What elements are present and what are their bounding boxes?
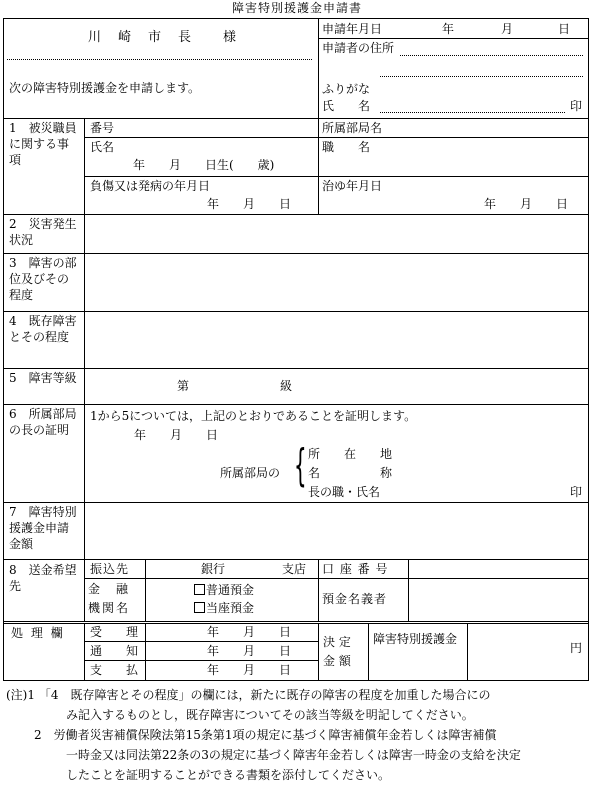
holder-label: 預金名義者 bbox=[322, 592, 388, 606]
note-1-line-2: み記入するものとし，既存障害についてその該当等級を明記してください。 bbox=[66, 708, 474, 722]
receipt-date: 年 月 日 bbox=[207, 625, 292, 639]
dept-head-label: 所属部局の bbox=[220, 466, 281, 480]
processing-line bbox=[467, 623, 468, 681]
head-seal: 印 bbox=[570, 485, 583, 499]
row-line bbox=[3, 253, 589, 254]
processing-line bbox=[145, 623, 146, 681]
section5-label: 5 障害等級 bbox=[9, 371, 77, 385]
section1-label: 1 被災職員に関する事項 bbox=[9, 121, 77, 167]
note-1-line-1: (注)1 「4 既存障害とその程度」の欄には，新たに既存の障害の程度を加重した場合にの bbox=[6, 688, 491, 702]
processing-top-line-2 bbox=[3, 623, 589, 624]
decided-label: 決 定 金 額 bbox=[323, 635, 351, 668]
address-field-2[interactable] bbox=[380, 76, 583, 77]
address-label: 申請者の住所 bbox=[322, 41, 395, 55]
apply-year: 年 bbox=[442, 22, 455, 36]
row-line bbox=[84, 176, 589, 177]
processing-label: 処 理 欄 bbox=[11, 626, 65, 640]
savings-option[interactable] bbox=[194, 583, 254, 597]
injury-date-line: 年 月 日 bbox=[207, 197, 292, 211]
apply-day: 日 bbox=[558, 22, 571, 36]
header-divider bbox=[318, 18, 319, 118]
section7-label: 7 障害特別援護金申請金額 bbox=[9, 505, 77, 551]
bank-label: 銀行 bbox=[201, 562, 226, 576]
section1-divider bbox=[318, 118, 319, 214]
row-line bbox=[84, 137, 589, 138]
applicant-seal: 印 bbox=[570, 99, 583, 113]
section3-label: 3 障害の部位及びその程度 bbox=[9, 256, 77, 302]
row-line bbox=[3, 214, 589, 215]
row-line bbox=[3, 559, 589, 560]
row-line bbox=[3, 118, 589, 119]
row-line bbox=[3, 368, 589, 369]
checking-checkbox[interactable] bbox=[194, 602, 205, 613]
furigana-label: ふりがな bbox=[322, 82, 371, 96]
grade-suffix: 級 bbox=[280, 379, 293, 393]
row-line bbox=[3, 502, 589, 503]
number-label: 番号 bbox=[90, 121, 115, 135]
payment-label: 支 払 bbox=[90, 663, 139, 677]
notes bbox=[6, 685, 592, 785]
victim-name-label: 氏名 bbox=[90, 140, 115, 154]
section6-label: 6 所属部局の長の証明 bbox=[9, 407, 77, 437]
address-field[interactable] bbox=[400, 55, 583, 56]
receipt-label: 受 理 bbox=[90, 625, 139, 639]
transfer-label: 振込先 bbox=[90, 562, 130, 576]
request-text: 次の障害特別援護金を申請します。 bbox=[9, 81, 201, 95]
department-label: 所属部局名 bbox=[322, 121, 383, 135]
notice-label: 通 知 bbox=[90, 644, 139, 658]
processing-row-line bbox=[84, 660, 318, 661]
processing-line bbox=[84, 623, 85, 681]
checking-option[interactable] bbox=[194, 601, 254, 615]
label-column-line bbox=[84, 118, 85, 559]
section8-label-line bbox=[84, 559, 85, 621]
applicant-name-label: 氏 名 bbox=[322, 99, 371, 113]
processing-line bbox=[318, 623, 319, 681]
addressee: 川 崎 市 長 様 bbox=[88, 30, 239, 45]
org-name-label: 名 称 bbox=[308, 466, 393, 480]
apply-month: 月 bbox=[501, 22, 514, 36]
location-label: 所 在 地 bbox=[308, 447, 393, 461]
checking-label: 当座預金 bbox=[206, 601, 255, 615]
processing-top-line bbox=[3, 621, 589, 622]
position-label: 職 名 bbox=[322, 140, 371, 154]
birth-line: 年 月 日生( 歳) bbox=[133, 158, 275, 172]
account-no-label: 口 座 番 号 bbox=[322, 562, 389, 576]
cure-date-label: 治ゆ年月日 bbox=[322, 179, 383, 193]
certify-date-line: 年 月 日 bbox=[134, 428, 219, 442]
grade-prefix: 第 bbox=[177, 379, 190, 393]
apply-date-label: 申請年月日 bbox=[322, 22, 383, 36]
header-dotted-line bbox=[7, 59, 312, 60]
section8-right-line bbox=[408, 559, 409, 621]
yen-label: 円 bbox=[570, 641, 583, 655]
certify-text: 1から5については，上記のとおりであることを証明します。 bbox=[90, 409, 417, 423]
payment-date: 年 月 日 bbox=[207, 663, 292, 677]
amount-label: 障害特別援護金 bbox=[373, 632, 458, 646]
processing-line bbox=[368, 623, 369, 681]
note-2-line-1: 2 労働者災害補償保険法第15条第1項の規定に基づく障害補償年金若しくは障害補償 bbox=[34, 728, 497, 742]
row-line bbox=[3, 311, 589, 312]
apply-date-line bbox=[318, 38, 589, 39]
brace-icon: { bbox=[294, 440, 307, 491]
processing-row-line bbox=[84, 641, 318, 642]
applicant-name-field[interactable] bbox=[380, 112, 565, 113]
note-2-line-2: 一時金又は同法第22条の3の規定に基づく障害年金若しくは障害一時金の支給を決定 bbox=[66, 748, 521, 762]
section8-inner-line bbox=[145, 559, 146, 621]
cure-date-line: 年 月 日 bbox=[484, 197, 569, 211]
financial-label: 金 融 機関名 bbox=[88, 582, 131, 615]
branch-label: 支店 bbox=[282, 562, 307, 576]
head-name-label: 長の職・氏名 bbox=[308, 485, 381, 499]
row-line bbox=[3, 404, 589, 405]
section4-label: 4 既存障害とその程度 bbox=[9, 314, 77, 344]
section8-label: 8 送金希望先 bbox=[9, 563, 77, 593]
savings-label: 普通預金 bbox=[206, 583, 255, 597]
injury-date-label: 負傷又は発病の年月日 bbox=[90, 179, 211, 193]
section2-label: 2 災害発生状況 bbox=[9, 217, 77, 247]
notice-date: 年 月 日 bbox=[207, 644, 292, 658]
savings-checkbox[interactable] bbox=[194, 584, 205, 595]
section8-mid-line bbox=[318, 559, 319, 621]
note-2-line-3: したことを証明することができる書類を添付してください。 bbox=[66, 768, 391, 782]
section8-row-line bbox=[84, 578, 589, 579]
form-title: 障害特別援護金申請書 bbox=[231, 1, 362, 15]
